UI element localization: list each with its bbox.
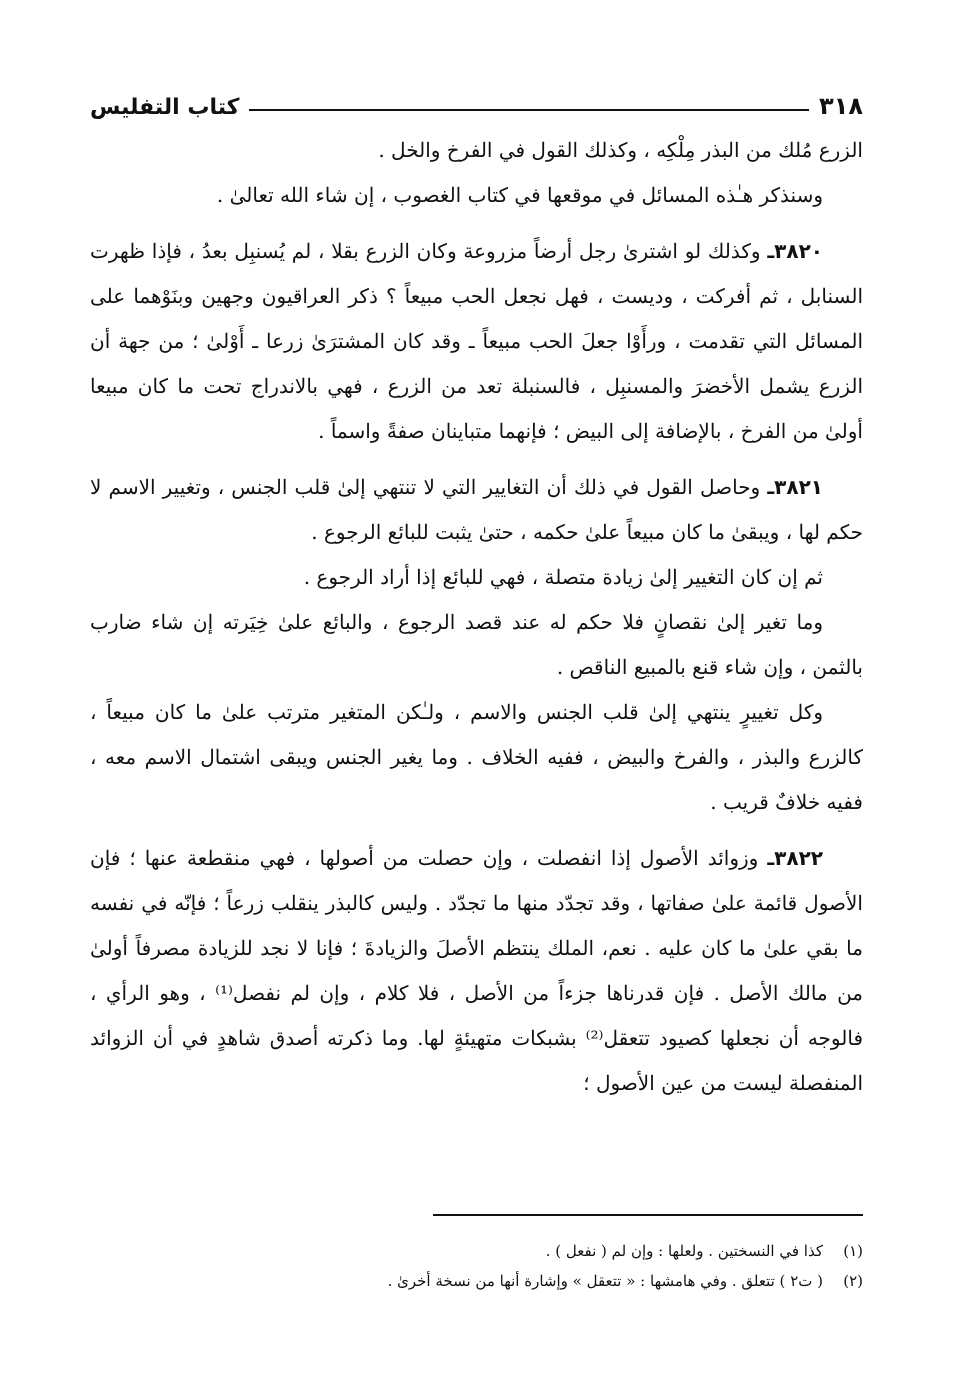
paragraph-number: ٣٨٢٢ـ xyxy=(767,846,823,870)
footnote-1 xyxy=(90,1236,863,1266)
numbered-paragraph-3821 xyxy=(90,465,863,555)
numbered-paragraph-3822 xyxy=(90,836,863,1106)
paragraph-number: ٣٨٢٠ـ xyxy=(767,239,823,263)
paragraph-text: وكذلك لو اشترىٰ رجل أرضاً مزروعة وكان الزرع بقلا ، لم يُسنبِل بعدُ ، فإذا ظهرت السنابل ، ثم أفركت ، وديست ، فهل نجعل الحب مبيعاً ؟ ذكر العراقيون وجهين وبنَوْهما على المسائل التي تقدمت ، ورأَوْا جعلَ الحب مبيعاً ـ وقد كان المشترَىٰ زرعا ـ أَوْلىٰ ؛ من جهة أن الزرع يشمل الأخضرَ والمسنبِل ، فالسنبلة تعد من الزرع ، فهي بالاندراج تحت ما كان مبيعا أولىٰ من الفرخ ، بالإضافة إلى البيض ؛ فإنهما متباينان صفةً واسماً . xyxy=(90,239,864,443)
paragraph-text: وحاصل القول في ذلك أن التغايير التي لا تنتهي إلىٰ قلب الجنس ، وتغيير الاسم لا حكم لها ، ويبقىٰ ما كان مبيعاً علىٰ حكمه ، حتىٰ يثبت للبائع الرجوع . xyxy=(90,475,863,544)
paragraph-text: وزوائد الأصول إذا انفصلت ، وإن حصلت من أصولها ، فهي منقطعة عنها ؛ فإن الأصول قائمة علىٰ صفاتها ، وقد تجدّد منها ما تجدّد . وليس كالبذر ينقلب زرعاً ؛ فإنّه في نفسه ما بقي علىٰ ما كان عليه . نعم، الملك ينتظم الأصلَ والزيادةَ ؛ فإنا لا نجد للزيادة مصرفاً أولىٰ من مالك الأصل . فإن قدرناها جزءاً من الأصل ، فلا كلام ، وإن لم نفصل⁽¹⁾ ، وهو الرأي ، فالوجه أن نجعلها كصيود تتعقل⁽²⁾ بشبكات متهيئةٍ لها. وما ذكرته أصدق شاهدٍ في أن الزوائد المنفصلة ليست من عين الأصول ؛ xyxy=(90,846,864,1095)
paragraph: ثم إن كان التغيير إلىٰ زيادة متصلة ، فهي للبائع إذا أراد الرجوع . xyxy=(303,565,823,589)
header-rule xyxy=(249,109,809,111)
footnote-text: ( ت٢ ) تتعلق . وفي هامشها : « تتعقل » وإشارة أنها من نسخة أخرىٰ . xyxy=(387,1272,823,1290)
footnotes xyxy=(90,1236,863,1296)
main-text xyxy=(90,128,863,1106)
footnote-separator xyxy=(433,1214,863,1216)
footnote-text: كذا في النسختين . ولعلها : وإن لم ( نفعل ) . xyxy=(545,1242,823,1260)
paragraph: وكل تغييرٍ ينتهي إلىٰ قلب الجنس والاسم ، ولـٰكن المتغير مترتب علىٰ ما كان مبيعاً ، كالزرع والبذر ، والفرخ والبيض ، ففيه الخلاف . وما يغير الجنس ويبقى اشتمال الاسم معه ، ففيه خلافٌ قريب . xyxy=(90,700,863,814)
paragraph-number: ٣٨٢١ـ xyxy=(767,475,823,499)
page-header xyxy=(90,80,863,120)
paragraph: وما تغير إلىٰ نقصانٍ فلا حكم له عند قصد الرجوع ، والبائع علىٰ خِيَرته إن شاء ضارب بالثمن ، وإن شاء قنع بالمبيع الناقص . xyxy=(90,610,863,679)
paragraph: وسنذكر هـٰذه المسائل في موقعها في كتاب الغصوب ، إن شاء الله تعالىٰ . xyxy=(216,183,823,207)
footnote-marker: (٢) xyxy=(843,1272,863,1290)
paragraph-continuation: الزرع مُلك من البذر مِلْكِه ، وكذلك القول في الفرخ والخل . xyxy=(378,138,863,162)
running-title: كتاب التفليس xyxy=(90,95,240,120)
footnote-2 xyxy=(90,1266,863,1296)
footnote-marker: (١) xyxy=(843,1242,863,1260)
page-number: ٣١٨ xyxy=(819,92,863,120)
numbered-paragraph-3820 xyxy=(90,229,863,454)
